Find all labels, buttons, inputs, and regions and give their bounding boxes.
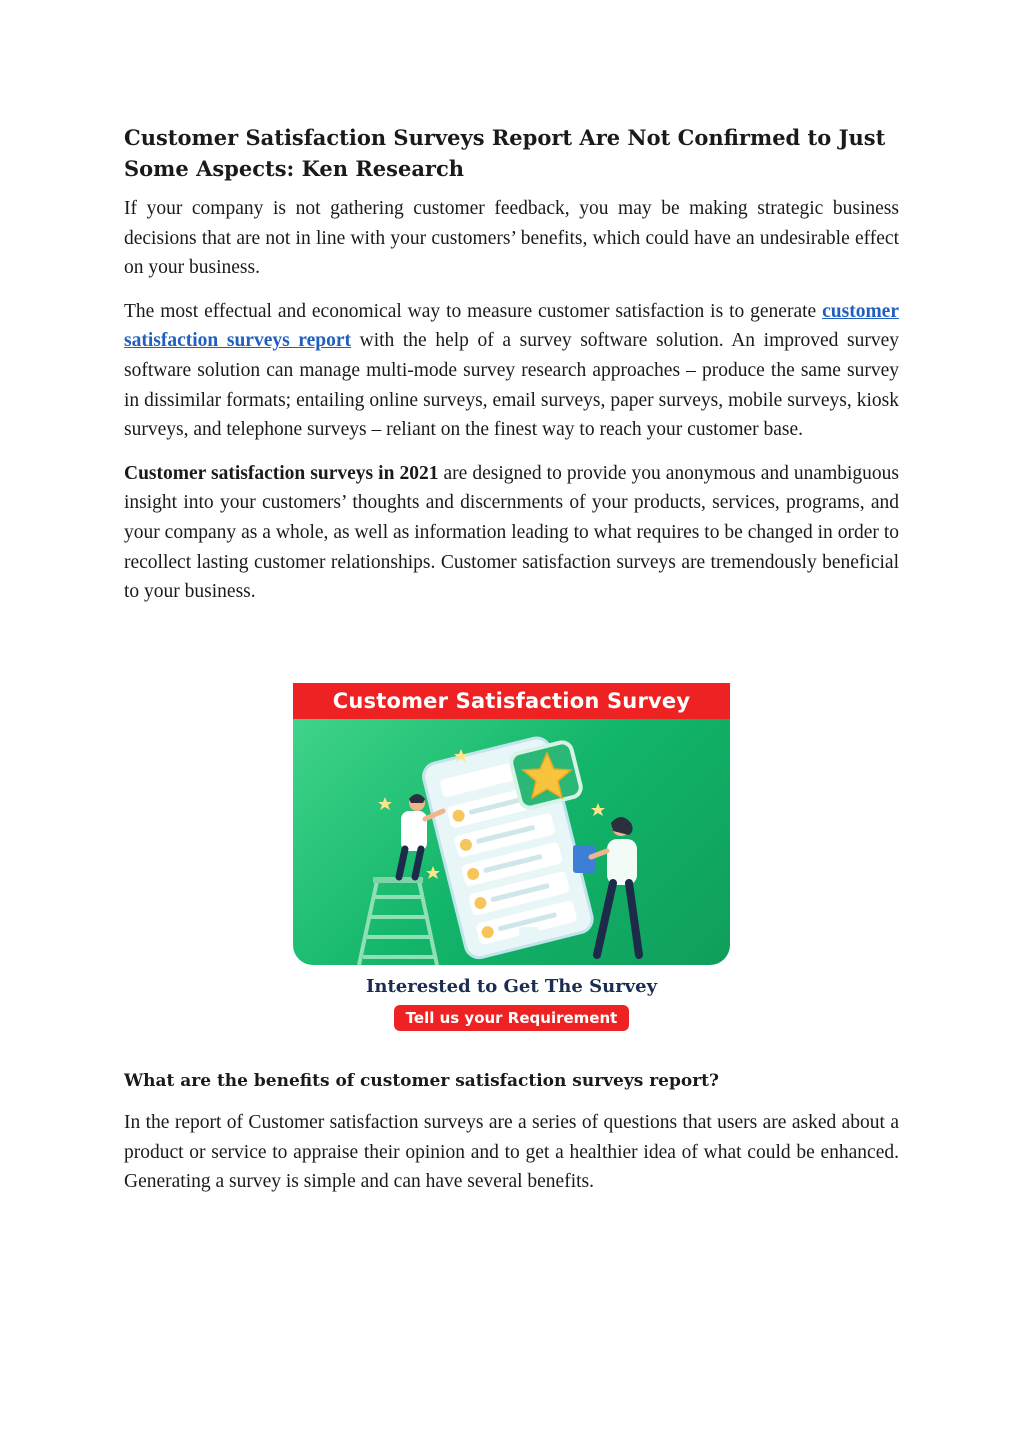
paragraph-2021: [124, 459, 899, 607]
paragraph-methods-text-end: with the help of a survey software solution. An improved survey software solution can manage multi-mode survey research approaches – produce the same survey in dissimilar formats; entailing online surveys, email surveys, paper surveys, mobile surveys, kiosk surveys, and telephone surveys – reliant on the finest way to reach your customer base.: [124, 330, 899, 441]
survey-illustration-svg: [293, 719, 730, 965]
banner-cta: [293, 975, 730, 1031]
paragraph-intro: If your company is not gathering customer feedback, you may be making strategic business decisions that are not in line with your customers’ benefits, which could have an undesirable effect on your business.: [124, 198, 899, 279]
paragraph-2021-text: are designed to provide you anonymous and unambiguous insight into your customers’ thoughts and discernments of your products, services, programs, and your company as a whole, as well as information leading to what requires to be changed in order to recollect lasting customer relationships. Customer satisfaction surveys are tremendously beneficial to your business.: [124, 462, 899, 603]
tell-us-requirement-button[interactable]: Tell us your Requirement: [394, 1005, 630, 1031]
paragraph-benefits: In the report of Customer satisfaction surveys are a series of questions that users are asked about a product or service to appraise their opinion and to get a healthier idea of what could be enhanced. Generating a survey is simple and can have several benefits.: [124, 1112, 899, 1193]
cta-title: Interested to Get The Survey: [365, 976, 658, 997]
banner-heading: Customer Satisfaction Survey: [293, 683, 730, 719]
survey-report-link[interactable]: customer satisfaction surveys report: [124, 300, 899, 352]
survey-banner: [293, 683, 730, 1031]
survey-illustration: [293, 719, 730, 965]
paragraph-methods-text-start: The most effectual and economical way to measure customer satisfaction is to generate: [124, 300, 823, 322]
article-title: Customer Satisfaction Surveys Report Are Not Confirmed to Just Some Aspects: Ken Research: [124, 125, 886, 181]
document-page: [124, 122, 899, 1193]
paragraph-methods: [124, 297, 899, 445]
section-heading-benefits: What are the benefits of customer satisfaction surveys report?: [124, 1071, 719, 1091]
paragraph-2021-bold-lead: Customer satisfaction surveys in 2021: [124, 462, 439, 484]
